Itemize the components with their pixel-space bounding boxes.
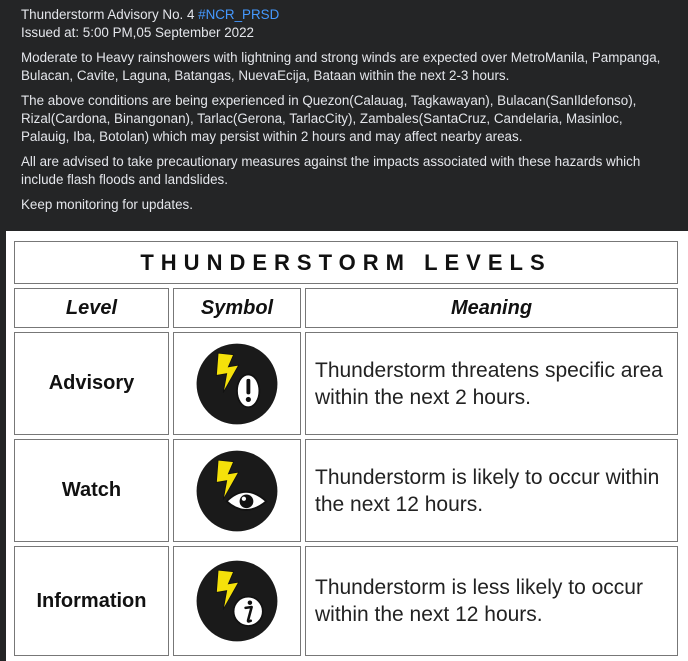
lightning-info-icon [194,558,280,644]
post-title-line [21,6,671,24]
meaning-information: Thunderstorm is less likely to occur within the next 12 hours. [305,546,678,656]
lightning-exclamation-icon [194,341,280,427]
level-information: Information [14,546,169,656]
thunderstorm-levels-image[interactable] [0,231,688,661]
post-paragraph-3: All are advised to take precautionary measures against the impacts associated with these hazards which include flash floods and landslides. [21,154,641,187]
header-symbol: Symbol [173,288,301,328]
symbol-cell-information [173,546,301,656]
hashtag-link[interactable]: #NCR_PRSD [198,7,280,22]
level-advisory: Advisory [14,332,169,435]
post-paragraph-2: The above conditions are being experienced in Quezon(Calauag, Tagkawayan), Bulacan(SanIldefonso), Rizal(Cardona, Binangonan), Tarlac(Gerona, TarlacCity), Zambales(SantaCruz, Candelaria, Masinloc, Palauig, Iba, Botolan) which may persist within 2 hours and may affect nearby areas. [21,93,637,144]
post-paragraph-1: Moderate to Heavy rainshowers with lightning and strong winds are expected over MetroManila, Pampanga, Bulacan, Cavite, Laguna, Batangas, NuevaEcija, Bataan within the next 2-3 hours. [21,50,661,83]
image-left-edge [0,231,6,661]
post-paragraph-4: Keep monitoring for updates. [21,197,193,212]
level-watch: Watch [14,439,169,542]
symbol-cell-advisory [173,332,301,435]
header-meaning: Meaning [305,288,678,328]
issued-time: Issued at: 5:00 PM,05 September 2022 [21,25,254,40]
meaning-advisory: Thunderstorm threatens specific area within the next 2 hours. [305,332,678,435]
table-title: THUNDERSTORM LEVELS [14,241,678,284]
meaning-watch: Thunderstorm is likely to occur within the next 12 hours. [305,439,678,542]
post-text [21,6,671,214]
symbol-cell-watch [173,439,301,542]
header-level: Level [14,288,169,328]
lightning-eye-icon [194,448,280,534]
post-title: Thunderstorm Advisory No. 4 [21,7,195,22]
